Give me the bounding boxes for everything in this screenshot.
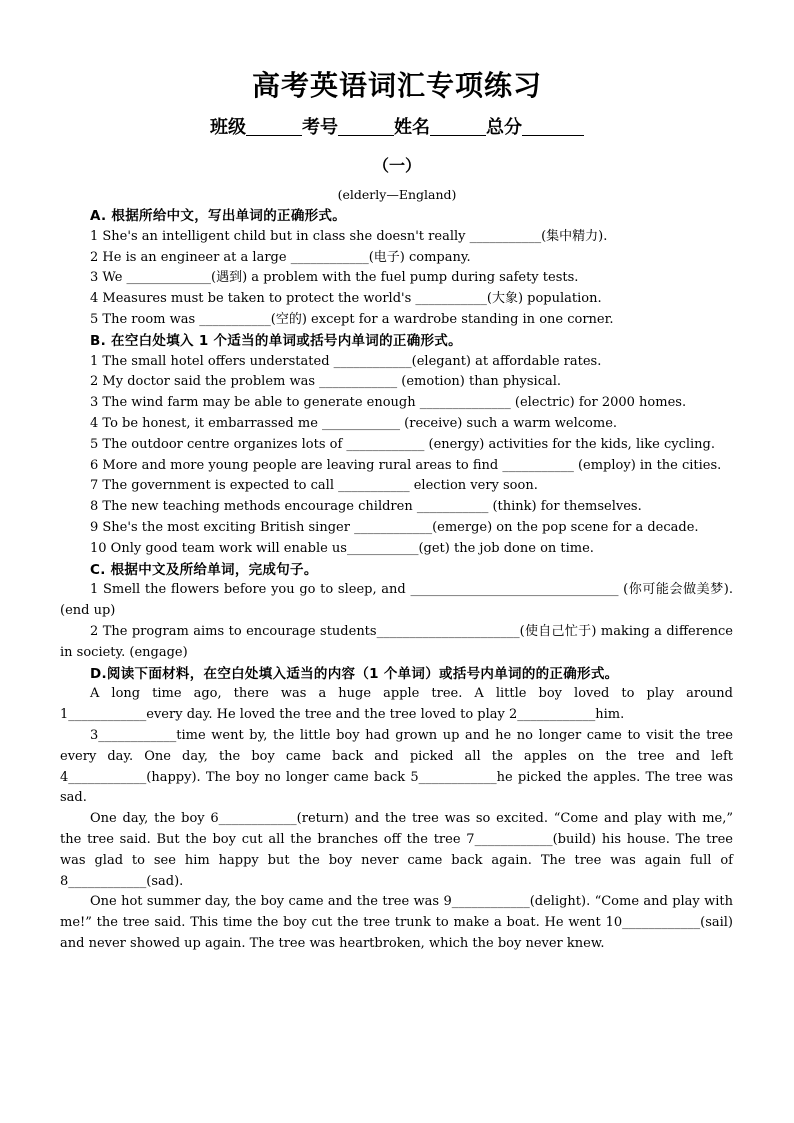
section-a-item: 5 The room was ___________(空的) except for a wardrobe standing in one corner. bbox=[90, 311, 614, 327]
passage-paragraph: 3____________time went by, the little boy had grown up and he no longer came to visit the tree every day. One day, the boy came back and picked all the apples on the tree and left 4____________(happy). The boy no longer came back 5____________he picked the apples. The tree was sad. bbox=[60, 727, 733, 806]
exam-no-label: 考号 bbox=[302, 117, 338, 138]
section-b-item: 10 Only good team work will enable us___________(get) the job done on time. bbox=[90, 540, 594, 556]
section-b-item: 2 My doctor said the problem was ____________ (emotion) than physical. bbox=[90, 374, 562, 390]
student-info-line bbox=[0, 113, 794, 139]
score-blank[interactable] bbox=[522, 117, 584, 136]
section-a-item: 1 She's an intelligent child but in class she doesn't really ___________(集中精力). bbox=[90, 228, 608, 244]
section-a-item: 4 Measures must be taken to protect the world's ___________(大象) population. bbox=[90, 291, 602, 307]
section-c-item: 1 Smell the flowers before you go to sleep, and ________________________________ (你可能会做美梦). (end up) bbox=[60, 582, 733, 619]
passage-paragraph: One hot summer day, the boy came and the tree was 9____________(delight). “Come and play with me!” the tree said. This time the boy cut the tree trunk to make a boat. He went 10____________(sail) and never showed up again. The tree was heartbroken, which the boy never knew. bbox=[60, 894, 733, 951]
passage-paragraph: A long time ago, there was a huge apple tree. A little boy loved to play around 1____________every day. He loved the tree and the tree loved to play 2____________him. bbox=[60, 686, 733, 723]
score-label: 总分 bbox=[486, 117, 522, 138]
exercise-content bbox=[60, 206, 733, 955]
name-blank[interactable] bbox=[430, 117, 486, 136]
class-label: 班级 bbox=[210, 117, 246, 138]
unit-number: （一） bbox=[372, 156, 421, 175]
section-a-item: 3 We _____________(遇到) a problem with the fuel pump during safety tests. bbox=[90, 270, 579, 286]
section-b-item: 9 She's the most exciting British singer ____________(emerge) on the pop scene for a decade. bbox=[90, 519, 699, 535]
section-c-heading: C. 根据中文及所给单词，完成句子。 bbox=[90, 561, 318, 578]
page-title: 高考英语词汇专项练习 bbox=[251, 69, 542, 102]
vocabulary-range: (elderly—England) bbox=[337, 187, 457, 202]
section-a-item: 2 He is an engineer at a large ____________(电子) company. bbox=[90, 249, 471, 265]
section-a-heading: A. 根据所给中文，写出单词的正确形式。 bbox=[90, 208, 347, 224]
section-c-item: 2 The program aims to encourage students______________________(使自己忙于) making a difference in society. (engage) bbox=[60, 623, 733, 660]
section-b-item: 8 The new teaching methods encourage children ___________ (think) for themselves. bbox=[90, 499, 642, 515]
section-b-item: 7 The government is expected to call ___________ election very soon. bbox=[90, 478, 538, 494]
passage-paragraph: One day, the boy 6____________(return) and the tree was so excited. “Come and play with me,” the tree said. But the boy cut all the branches off the tree 7____________(build) his house. The tree was glad to see him happy but the boy never came back again. The tree was again full of 8____________(sad). bbox=[60, 811, 733, 889]
section-b-item: 4 To be honest, it embarrassed me ____________ (receive) such a warm welcome. bbox=[90, 415, 618, 431]
section-b-heading: B. 在空白处填入 1 个适当的单词或括号内单词的正确形式。 bbox=[90, 332, 462, 349]
section-b-item: 6 More and more young people are leaving rural areas to find ___________ (employ) in the cities. bbox=[90, 457, 722, 473]
section-b-item: 3 The wind farm may be able to generate enough ______________ (electric) for 2000 homes. bbox=[90, 395, 687, 411]
section-b-item: 5 The outdoor centre organizes lots of ____________ (energy) activities for the kids, like cycling. bbox=[90, 436, 716, 452]
name-label: 姓名 bbox=[394, 117, 430, 138]
exam-no-blank[interactable] bbox=[338, 117, 394, 136]
section-b-item: 1 The small hotel offers understated ____________(elegant) at affordable rates. bbox=[90, 353, 602, 369]
class-blank[interactable] bbox=[246, 117, 302, 136]
section-d-heading: D.阅读下面材料，在空白处填入适当的内容（1 个单词）或括号内单词的的正确形式。 bbox=[90, 665, 619, 682]
